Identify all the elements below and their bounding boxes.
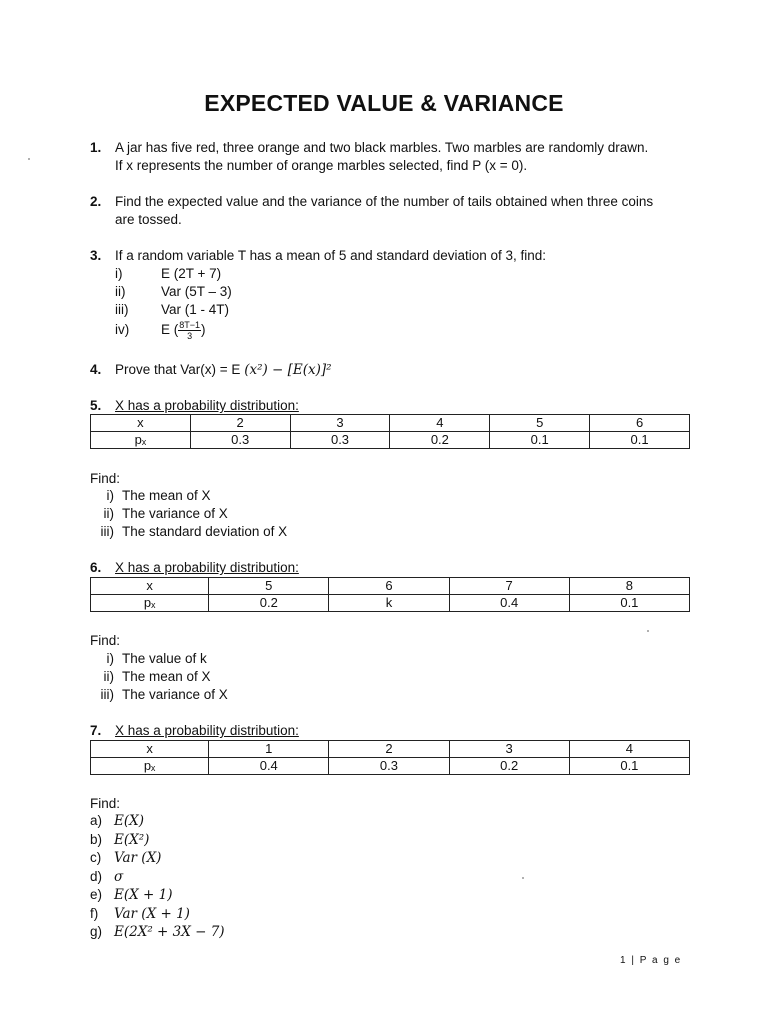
table-cell: 3: [290, 415, 390, 432]
item-formula: Var (X + 1): [114, 905, 190, 922]
list-item: [90, 812, 225, 831]
item-label: ii): [103, 669, 114, 684]
table-cell: 0.4: [449, 595, 569, 612]
question-7-find-list: [90, 812, 225, 942]
item-expression-prefix: E (: [161, 322, 179, 338]
item-label: iii): [115, 302, 129, 317]
question-3-text: If a random variable T has a mean of 5 and standard deviation of 3, find:: [115, 248, 547, 263]
table-row-x: [91, 741, 690, 758]
item-formula: Var (X): [114, 850, 162, 866]
item-text: The standard deviation of X: [122, 524, 288, 539]
table-cell: 1: [209, 741, 329, 758]
question-number: 7.: [90, 723, 102, 738]
find-label: Find:: [90, 633, 121, 648]
scan-speck: [522, 877, 524, 879]
list-item: [90, 868, 225, 887]
table-cell: 6: [329, 578, 449, 595]
probability-table-7: [90, 740, 690, 775]
question-2-line-1: Find the expected value and the variance of the number of tails obtained when three coins: [115, 194, 654, 209]
question-4: [90, 361, 690, 379]
find-label: Find:: [90, 471, 121, 486]
table-cell: 4: [390, 415, 490, 432]
question-6-text: X has a probability distribution:: [115, 560, 299, 575]
question-3-item: [115, 283, 232, 301]
fraction-denominator: 3: [187, 331, 193, 341]
item-label: i): [106, 488, 114, 503]
table-cell: k: [329, 595, 449, 612]
question-7-text: X has a probability distribution:: [115, 723, 299, 738]
list-item: [90, 905, 225, 924]
question-number: 5.: [90, 398, 102, 413]
question-number: 3.: [90, 248, 102, 263]
table-cell: pₓ: [91, 432, 191, 449]
item-expression-suffix: ): [201, 322, 206, 338]
table-cell: 0.2: [209, 595, 329, 612]
probability-table-6: [90, 577, 690, 612]
variance-formula: (x²) − [E(x)]²: [244, 362, 332, 378]
table-row-x: [91, 578, 690, 595]
table-cell: 0.2: [449, 758, 569, 775]
question-7: [90, 722, 690, 740]
scan-speck: [28, 158, 30, 160]
question-2-line-2: are tossed.: [115, 212, 182, 227]
page-title: EXPECTED VALUE & VARIANCE: [204, 90, 564, 116]
table-row-p: [91, 758, 690, 775]
question-number: 1.: [90, 140, 102, 155]
list-item: [90, 849, 225, 868]
question-6-find-list: [90, 650, 228, 704]
table-cell: 6: [590, 415, 690, 432]
table-cell: 8: [569, 578, 689, 595]
table-cell: 0.3: [290, 432, 390, 449]
question-5-text: X has a probability distribution:: [115, 398, 299, 413]
list-item: [90, 886, 225, 905]
item-text: The mean of X: [122, 669, 211, 684]
item-text: The variance of X: [122, 687, 228, 702]
item-label: i): [115, 266, 123, 281]
table-row-x: [91, 415, 690, 432]
item-label: b): [90, 831, 103, 847]
item-label: f): [90, 905, 99, 921]
table-cell: 2: [190, 415, 290, 432]
item-label: c): [90, 850, 102, 865]
item-text: The variance of X: [122, 506, 228, 521]
question-5: [90, 397, 690, 415]
item-formula: E(X + 1): [114, 887, 173, 903]
table-cell: x: [91, 741, 209, 758]
probability-table-5: [90, 414, 690, 449]
table-row-p: [91, 432, 690, 449]
item-expression: Var (1 - 4T): [161, 302, 230, 317]
list-item: [90, 487, 287, 505]
list-item: [90, 650, 228, 668]
table-cell: 4: [569, 741, 689, 758]
item-formula: σ: [114, 868, 124, 885]
item-label: e): [90, 887, 103, 902]
item-expression: E (2T + 7): [161, 266, 222, 281]
list-item: [90, 831, 225, 850]
item-text: The value of k: [122, 651, 207, 666]
table-cell: 5: [490, 415, 590, 432]
question-3-item: [115, 320, 206, 341]
item-label: g): [90, 924, 103, 939]
item-formula: E(X²): [114, 831, 150, 848]
item-label: i): [106, 651, 114, 666]
table-cell: 0.1: [590, 432, 690, 449]
question-1: [90, 139, 690, 175]
question-number: 6.: [90, 560, 102, 575]
item-expression: Var (5T – 3): [161, 284, 232, 299]
table-cell: 0.1: [569, 758, 689, 775]
fraction-numerator: 8T−1: [179, 320, 201, 330]
table-cell: pₓ: [91, 595, 209, 612]
item-label: ii): [115, 284, 126, 299]
list-item: [90, 686, 228, 704]
table-cell: 0.3: [190, 432, 290, 449]
table-cell: 0.1: [569, 595, 689, 612]
item-label: iv): [115, 322, 130, 338]
table-cell: 0.3: [329, 758, 449, 775]
page-number: 1 | P a g e: [620, 955, 682, 966]
table-cell: 0.2: [390, 432, 490, 449]
question-1-line-2: If x represents the number of orange marbles selected, find P (x = 0).: [115, 158, 528, 173]
table-cell: pₓ: [91, 758, 209, 775]
item-formula: E(X): [114, 813, 144, 829]
scan-speck: [647, 630, 649, 632]
question-5-find-list: [90, 487, 287, 541]
list-item: [90, 923, 225, 942]
item-formula: E(2X² + 3X − 7): [114, 924, 225, 940]
question-3-item: [115, 301, 229, 319]
table-cell: x: [91, 415, 191, 432]
question-1-line-1: A jar has five red, three orange and two black marbles. Two marbles are randomly drawn.: [115, 140, 649, 155]
find-label: Find:: [90, 796, 121, 811]
question-4-text: Prove that Var(x) = E: [115, 362, 245, 377]
table-cell: 0.1: [490, 432, 590, 449]
question-number: 2.: [90, 194, 102, 209]
table-cell: 3: [449, 741, 569, 758]
list-item: [90, 523, 287, 541]
item-label: ii): [103, 506, 114, 521]
item-text: The mean of X: [122, 488, 211, 503]
item-label: iii): [100, 687, 114, 702]
table-cell: x: [91, 578, 209, 595]
question-number: 4.: [90, 362, 102, 377]
table-cell: 2: [329, 741, 449, 758]
item-label: d): [90, 868, 103, 884]
question-3-item: [115, 265, 221, 283]
table-cell: 0.4: [209, 758, 329, 775]
list-item: [90, 668, 228, 686]
list-item: [90, 505, 287, 523]
question-2: [90, 193, 690, 229]
table-row-p: [91, 595, 690, 612]
item-label: iii): [100, 524, 114, 539]
item-label: a): [90, 813, 103, 828]
question-6: [90, 559, 690, 577]
fraction: [178, 320, 201, 341]
table-cell: 7: [449, 578, 569, 595]
table-cell: 5: [209, 578, 329, 595]
question-3: [90, 247, 690, 265]
